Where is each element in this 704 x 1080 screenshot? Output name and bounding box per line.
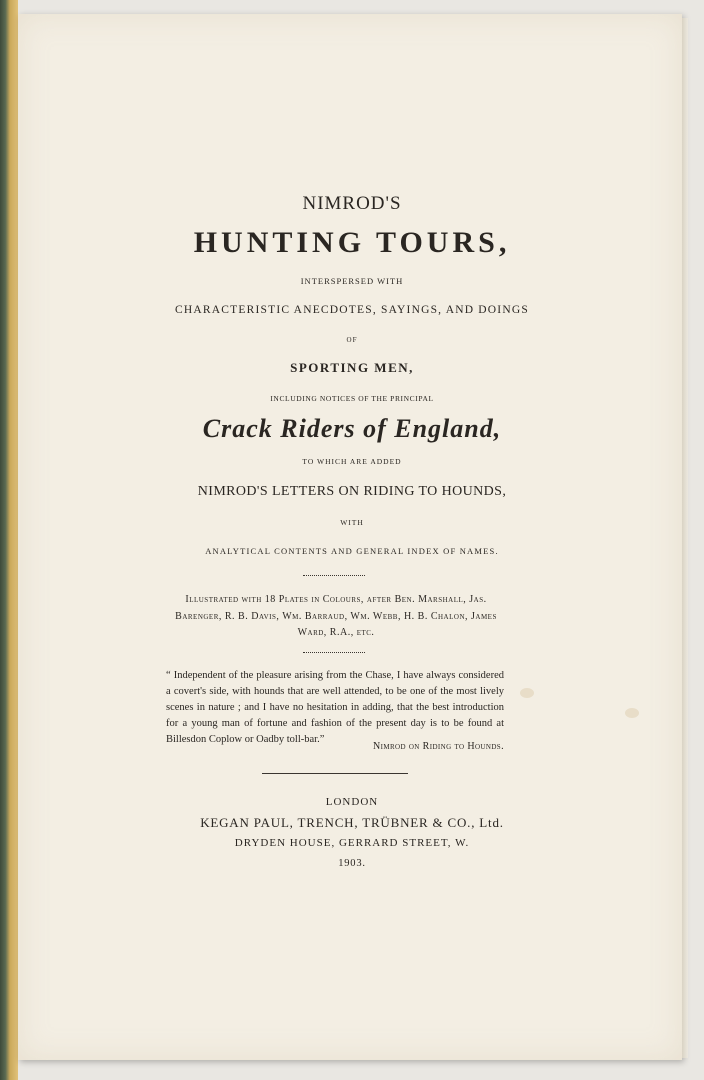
imprint-year: 1903. xyxy=(338,858,366,869)
sporting-men-line: SPORTING MEN, xyxy=(290,360,414,375)
letters-line: NIMROD'S LETTERS ON RIDING TO HOUNDS, xyxy=(197,484,507,499)
page-edge xyxy=(682,18,688,1058)
epigraph-attribution: Nimrod on Riding to Hounds. xyxy=(372,741,504,752)
imprint-publisher: KEGAN PAUL, TRENCH, TRÜBNER & CO., Ltd. xyxy=(200,815,504,830)
epigraph-quote: “ Independent of the pleasure arising from the Chase, I have always considered a covert's side, with hounds that are well attended, to be one of the most lively scenes in nature ; and I have no hesitation in adding, that the best introduction for a young man of fortune and fashion of the present day is to be found at Billesdon Coplow or Oadby toll-bar.” xyxy=(166,670,504,745)
analytical-line: ANALYTICAL CONTENTS AND GENERAL INDEX OF NAMES. xyxy=(205,546,499,556)
horizontal-rule xyxy=(262,773,408,774)
title-page xyxy=(18,14,682,1060)
with-line: WITH xyxy=(340,518,364,527)
interspersed-line: INTERSPERSED WITH xyxy=(300,276,404,286)
illustrated-note: Illustrated with 18 Plates in Colours, after Ben. Marshall, Jas. Barenger, R. B. Davis, Wm. Barraud, Wm. Webb, H. B. Chalon, James Ward, R.A., etc. xyxy=(175,594,497,638)
of-line: OF xyxy=(346,336,358,344)
ornament-divider xyxy=(303,575,365,576)
crack-riders-title: Crack Riders of England, xyxy=(202,414,502,443)
book-spine xyxy=(0,0,18,1080)
foxing-spot xyxy=(625,708,639,718)
characteristic-line: CHARACTERISTIC ANECDOTES, SAYINGS, AND DOINGS xyxy=(175,304,529,316)
including-line: INCLUDING NOTICES OF THE PRINCIPAL xyxy=(270,394,434,403)
which-added-line: TO WHICH ARE ADDED xyxy=(302,457,402,466)
imprint-address: DRYDEN HOUSE, GERRARD STREET, W. xyxy=(234,837,470,849)
author-line: NIMROD'S xyxy=(302,193,402,214)
foxing-spot xyxy=(520,688,534,698)
main-title: HUNTING TOURS, xyxy=(193,226,511,259)
imprint-city: LONDON xyxy=(325,796,379,808)
ornament-divider xyxy=(303,652,365,653)
